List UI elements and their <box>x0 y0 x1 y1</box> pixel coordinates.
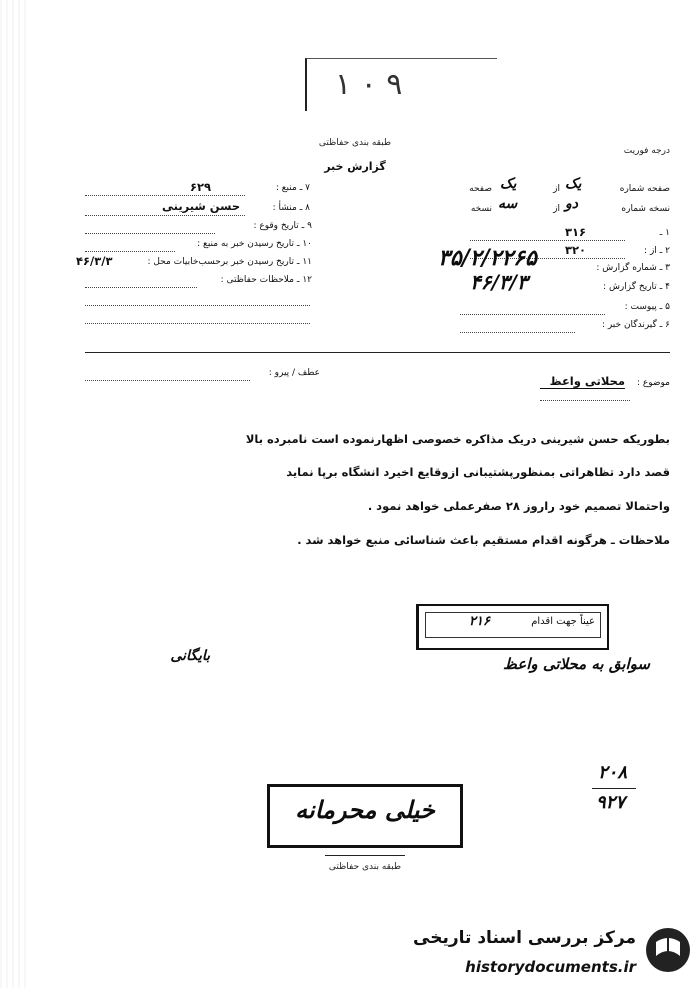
field3-label: ۳ ـ شماره گزارش : <box>596 263 670 273</box>
page-unit: صفحه <box>469 184 492 194</box>
origin-label: ۸ ـ منشأ : <box>272 203 310 213</box>
handwritten-underline <box>592 788 636 789</box>
subject-value: محلاتی واعظ <box>540 374 625 389</box>
field2-label: ۲ ـ از : <box>644 246 670 256</box>
watermark-url: historydocuments.ir <box>465 958 636 976</box>
notes-dots-2 <box>85 305 310 306</box>
event-date-label: ۹ ـ تاریخ وقوع : <box>253 221 312 231</box>
book-logo-icon <box>644 926 692 974</box>
urgency-label: درجه فوریت <box>623 146 670 156</box>
page-number-label: صفحه شماره <box>619 184 670 194</box>
secret-stamp <box>267 784 463 848</box>
field3-value: ۳۵/۲/۲۲۶۵ <box>438 245 537 271</box>
field5-label: ۵ ـ پیوست : <box>624 302 670 312</box>
secret-stamp-text: خیلی محرمانه <box>295 795 435 824</box>
page-number-value: یک <box>565 176 582 192</box>
body-line-4: ملاحظات ـ هرگونه اقدام مستقیم باعث شناسائی منبع خواهد شد . <box>297 533 670 547</box>
receipt-local-value: ۴۶/۳/۳ <box>76 254 113 268</box>
action-stamp-number: ۲۱۶ <box>469 614 490 629</box>
notes-dots-3 <box>85 323 310 324</box>
classification-bottom: طبقه بندی حفاظتی <box>328 862 402 872</box>
notes-dots-1 <box>85 287 197 288</box>
header-divider <box>85 352 670 353</box>
field4-label: ۴ ـ تاریخ گزارش : <box>603 282 670 292</box>
field6-label: ۶ ـ گیرندگان خبر : <box>601 320 670 330</box>
scan-edge-artifact <box>0 0 30 988</box>
copy-of: از <box>553 204 560 214</box>
copy-number-label: نسخه شماره <box>621 204 670 214</box>
origin-dots <box>85 215 245 216</box>
handwritten-number-a: ۲۰۸ <box>598 762 628 783</box>
source-label: ۷ ـ منبع : <box>275 183 310 193</box>
event-date-dots <box>85 233 215 234</box>
watermark-org-name: مرکز بررسی اسناد تاریخی <box>413 928 636 948</box>
page-total-value: یک <box>500 176 517 192</box>
action-stamp <box>416 604 609 650</box>
field1-dots <box>470 240 625 241</box>
action-stamp-text: عیناً جهت اقدام <box>531 616 595 627</box>
handwritten-note-2: بایگانی <box>170 648 210 664</box>
page-of: از <box>553 184 560 194</box>
field6-dots <box>460 332 575 333</box>
field1-value: ۳۱۶ <box>565 225 587 239</box>
body-line-1: بطوریکه حسن شیرینی دریک مذاکره خصوصی اظهارنموده است نامبرده بالا <box>245 432 670 446</box>
receipt-date-dots <box>85 251 175 252</box>
copy-unit: نسخه <box>470 204 492 214</box>
origin-value: حسن شیرینی <box>162 199 241 213</box>
handwritten-number-b: ۹۲۷ <box>596 792 626 813</box>
ref-dots <box>85 380 250 381</box>
copy-number-value: دو <box>565 196 578 212</box>
watermark-logo <box>410 918 700 988</box>
field1-label: ۱ ـ <box>659 228 670 238</box>
notes-label: ۱۲ ـ ملاحظات حفاظتی : <box>220 275 312 285</box>
ref-label: عطف / پیرو : <box>268 368 320 378</box>
top-stamp: ۱ ۰ ۹ <box>305 58 497 111</box>
receipt-date-label: ۱۰ ـ تاریخ رسیدن خبر به منبع : <box>197 239 312 249</box>
subject-dots <box>540 400 630 401</box>
copy-total-value: سه <box>498 196 518 212</box>
bottom-rule <box>325 855 405 856</box>
source-dots <box>85 195 245 196</box>
receipt-local-label: ۱۱ ـ تاریخ رسیدن خبر برحسب‌خابیات محل : <box>147 257 312 267</box>
handwritten-note-1: سوابق به محلاتی واعظ <box>503 655 650 673</box>
field2-value: ۳۲۰ <box>565 243 587 257</box>
classification-top: طبقه بندی حفاظتی <box>318 138 392 148</box>
source-value: ۶۲۹ <box>190 180 212 194</box>
body-line-3: واحتمالا تصمیم خود راروز ۲۸ صفرعملی خواهد نمود . <box>367 499 670 513</box>
body-line-2: قصد دارد تظاهراتی بمنظورپشتیبانی ازوقایع اخیرد انشگاه برپا نماید <box>286 465 670 479</box>
subject-label: موضوع : <box>636 378 670 388</box>
report-title: گزارش خبر <box>324 160 386 173</box>
field4-value: ۴۶/۳/۳ <box>470 270 528 294</box>
field5-dots <box>460 314 605 315</box>
